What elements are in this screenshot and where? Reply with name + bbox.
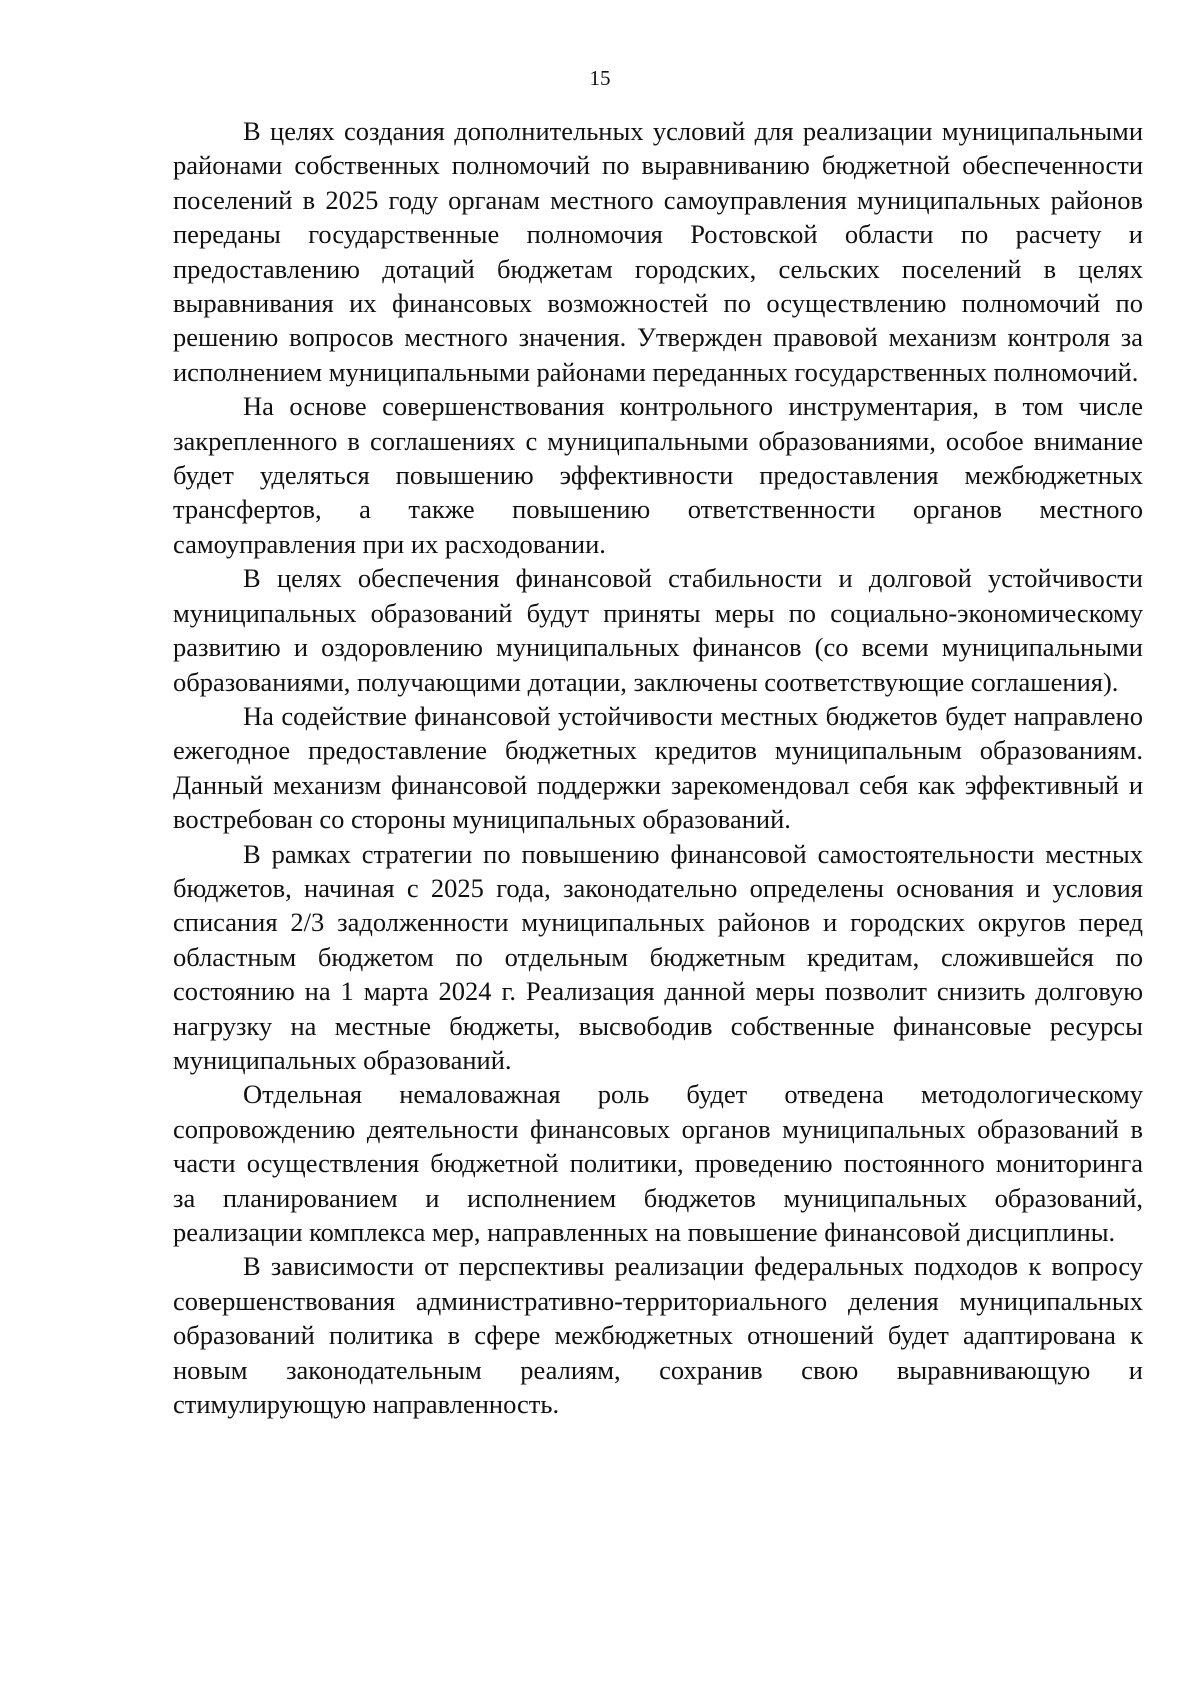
page-number: 15 <box>589 66 611 90</box>
paragraph-7: В зависимости от перспективы реализации федеральных подходов к вопросу совершенствования административно-территориального деления муниципальных образований политика в сфере межбюджетных отношений будет адаптирована к новым законодательным реалиям, сохранив свою выравнивающую и стимулирующую направленность. <box>173 1251 1143 1420</box>
paragraph-6: Отдельная немаловажная роль будет отведена методологическому сопровождению деятельности финансовых органов муниципальных образований в части осуществления бюджетной политики, проведению постоянного мониторинга за планированием и исполнением бюджетов муниципальных образований, реализации комплекса мер, направленных на повышение финансовой дисциплины. <box>173 1079 1143 1247</box>
paragraph-5: В рамках стратегии по повышению финансовой самостоятельности местных бюджетов, начиная с 2025 года, законодательно определены основания и условия списания 2/3 задолженности муниципальных районов и городских округов перед областным бюджетом по отдельным бюджетным кредитам, сложившейся по состоянию на 1 марта 2024 г. Реализация данной меры позволит снизить долговую нагрузку на местные бюджеты, высвободив собственные финансовые ресурсы муниципальных образований. <box>173 838 1143 1075</box>
paragraph-4: На содействие финансовой устойчивости местных бюджетов будет направлено ежегодное предоставление бюджетных кредитов муниципальным образованиям. Данный механизм финансовой поддержки зарекомендовал себя как эффективный и востребован со стороны муниципальных образований. <box>173 700 1143 835</box>
paragraph-3: В целях обеспечения финансовой стабильности и долговой устойчивости муниципальных образований будут приняты меры по социально-экономическому развитию и оздоровлению муниципальных финансов (со всеми муниципальными образованиями, получающими дотации, заключены соответствующие соглашения). <box>173 563 1143 697</box>
document-body <box>173 114 1143 1421</box>
paragraph-1: В целях создания дополнительных условий для реализации муниципальными районами собственных полномочий по выравниванию бюджетной обеспеченности поселений в 2025 году органам местного самоуправления муниципальных районов переданы государственные полномочия Ростовской области по расчету и предоставлению дотаций бюджетам городских, сельских поселений в целях выравнивания их финансовых возможностей по осуществлению полномочий по решению вопросов местного значения. Утвержден правовой механизм контроля за исполнением муниципальными районами переданных государственных полномочий. <box>173 116 1143 387</box>
paragraph-2: На основе совершенствования контрольного инструментария, в том числе закрепленного в соглашениях с муниципальными образованиями, особое внимание будет уделяться повышению эффективности предоставления межбюджетных трансфертов, а также повышению ответственности органов местного самоуправления при их расходовании. <box>173 391 1143 559</box>
